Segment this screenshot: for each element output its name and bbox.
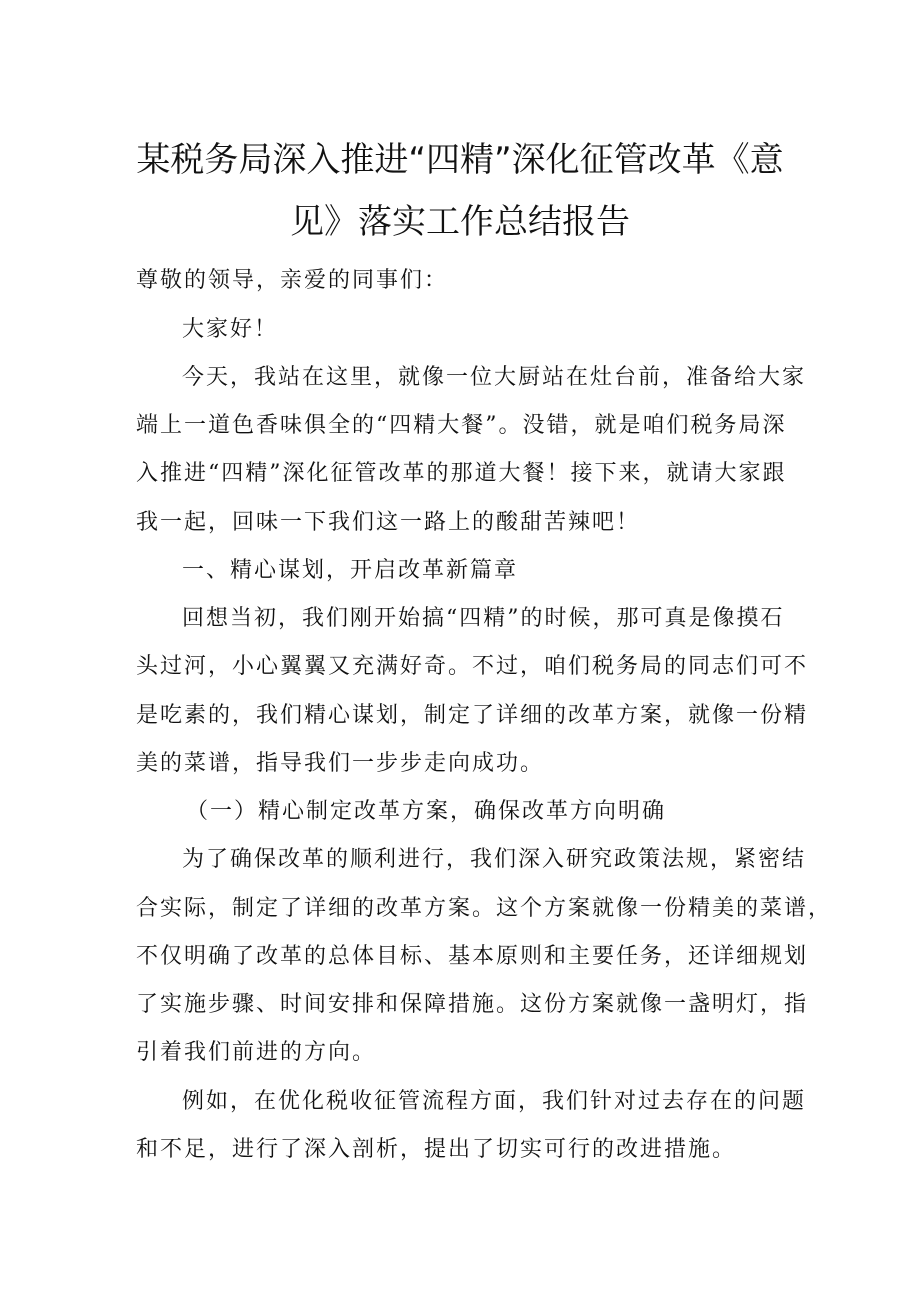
paragraph-line: 头过河，小心翼翼又充满好奇。不过，咱们税务局的同志们可不 xyxy=(136,654,809,679)
subsection-heading: （一）精心制定改革方案，确保改革方向明确 xyxy=(186,799,667,824)
paragraph-line: 今天，我站在这里，就像一位大厨站在灶台前，准备给大家 xyxy=(182,365,807,390)
paragraph-line: 引着我们前进的方向。 xyxy=(136,1040,377,1065)
paragraph-line: 入推进“四精”深化征管改革的那道大餐！接下来，就请大家跟 xyxy=(136,461,787,486)
paragraph-line: 美的菜谱，指导我们一步步走向成功。 xyxy=(136,751,545,776)
paragraph-line: 例如，在优化税收征管流程方面，我们针对过去存在的问题 xyxy=(182,1089,807,1114)
paragraph-line: 是吃素的，我们精心谋划，制定了详细的改革方案，就像一份精 xyxy=(136,703,809,728)
greeting: 大家好！ xyxy=(182,317,279,342)
document-title-line-1: 某税务局深入推进“四精”深化征管改革《意 xyxy=(136,140,784,180)
paragraph-line: 了实施步骤、时间安排和保障措施。这份方案就像一盏明灯，指 xyxy=(136,992,809,1017)
paragraph-line: 和不足，进行了深入剖析，提出了切实可行的改进措施。 xyxy=(136,1137,737,1162)
paragraph-line: 端上一道色香味俱全的“四精大餐”。没错，就是咱们税务局深 xyxy=(136,413,787,438)
document-title-line-2: 见》落实工作总结报告 xyxy=(290,202,630,242)
paragraph-line: 为了确保改革的顺利进行，我们深入研究政策法规，紧密结 xyxy=(182,847,807,872)
paragraph-line: 回想当初，我们刚开始搞“四精”的时候，那可真是像摸石 xyxy=(182,606,785,631)
section-heading: 一、精心谋划，开启改革新篇章 xyxy=(182,558,519,583)
paragraph-line: 不仅明确了改革的总体目标、基本原则和主要任务，还详细规划 xyxy=(136,944,809,969)
paragraph-line: 合实际，制定了详细的改革方案。这个方案就像一份精美的菜谱， xyxy=(136,896,833,921)
salutation: 尊敬的领导，亲爱的同事们： xyxy=(136,268,449,293)
paragraph-line: 我一起，回味一下我们这一路上的酸甜苦辣吧！ xyxy=(136,510,641,535)
